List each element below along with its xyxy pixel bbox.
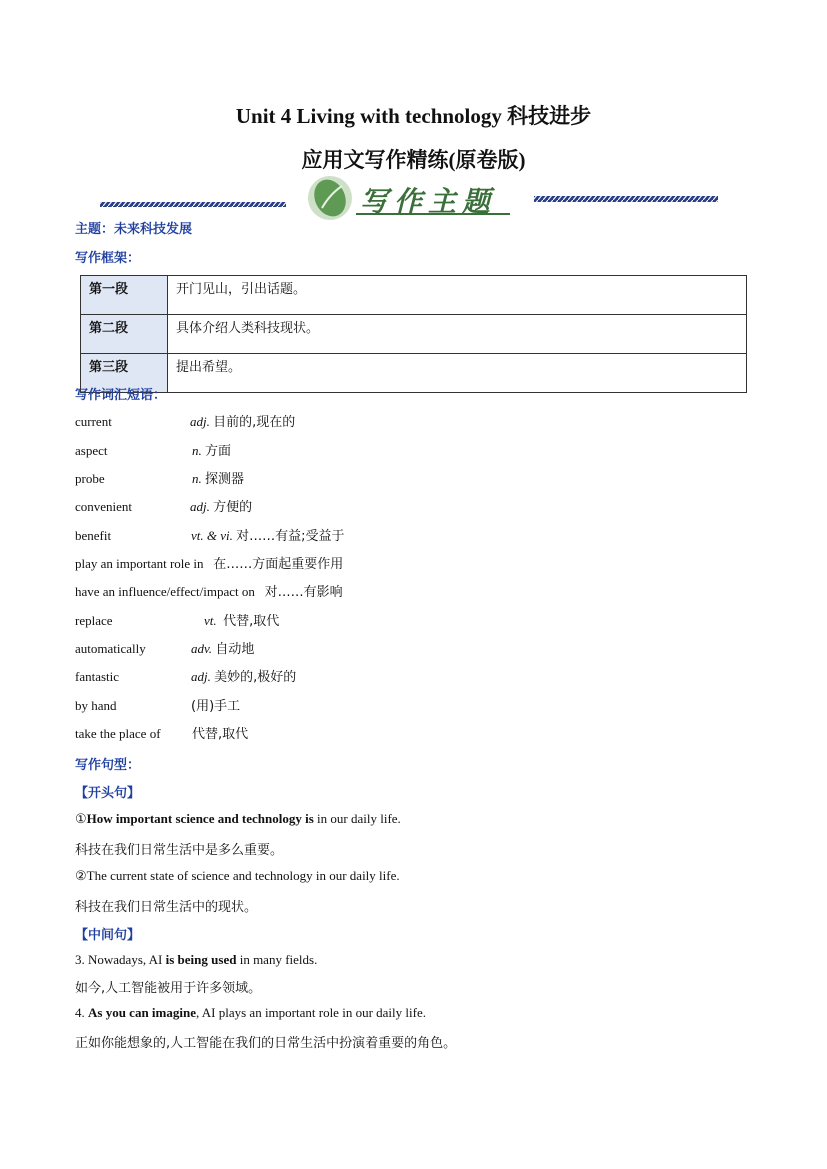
banner-text: 写作主题 (360, 185, 497, 218)
vocab-item: automatically adv. 自动地 (75, 641, 255, 657)
sentence-1: ①How important science and technology is in our daily life. (75, 811, 401, 826)
sentences-heading: 写作句型： (75, 758, 141, 773)
paragraph-label: 第一段 (81, 276, 168, 315)
theme-label: 主题：未来科技发展 (75, 222, 193, 237)
left-divider (100, 202, 286, 207)
vocab-item: benefit vt. & vi. 对……有益;受益于 (75, 528, 345, 544)
sentence-2: ②The current state of science and technology in our daily life. (75, 868, 400, 883)
vocab-item: probe n. 探测器 (75, 471, 245, 487)
vocab-item: replace vt. 代替,取代 (75, 613, 280, 629)
vocab-item: have an influence/effect/impact on 对……有影响 (75, 584, 343, 600)
table-row (81, 276, 747, 315)
vocab-item: take the place of 代替,取代 (75, 726, 249, 742)
sentence-3: 3. Nowadays, AI is being used in many fields. (75, 952, 318, 967)
opening-sentences-label: 【开头句】 (75, 786, 141, 801)
vocab-item: by hand (用)手工 (75, 698, 241, 714)
right-divider (534, 196, 718, 202)
page-subtitle: 应用文写作精练(原卷版) (301, 148, 526, 172)
sentence-4-translation: 正如你能想象的,人工智能在我们的日常生活中扮演着重要的角色。 (75, 1036, 457, 1051)
paragraph-label: 第二段 (81, 315, 168, 354)
vocab-item: current adj. 目前的,现在的 (75, 414, 296, 430)
paragraph-label: 第三段 (81, 354, 168, 393)
vocab-item: convenient adj. 方便的 (75, 499, 253, 515)
writing-theme-banner (98, 170, 720, 224)
vocabulary-heading: 写作词汇短语： (75, 388, 167, 403)
vocab-item: aspect n. 方面 (75, 443, 232, 459)
sentence-4: 4. As you can imagine, AI plays an important role in our daily life. (75, 1005, 426, 1020)
page-title: Unit 4 Living with technology 科技进步 (235, 104, 592, 128)
table-row (81, 354, 747, 393)
vocab-item: fantastic adj. 美妙的,极好的 (75, 669, 297, 685)
sentence-1-translation: 科技在我们日常生活中是多么重要。 (75, 843, 284, 858)
paragraph-content: 提出希望。 (168, 354, 747, 393)
framework-table (80, 275, 747, 393)
middle-sentences-label: 【中间句】 (75, 928, 141, 943)
framework-heading: 写作框架： (75, 251, 141, 266)
paragraph-content: 具体介绍人类科技现状。 (168, 315, 747, 354)
sentence-3-translation: 如今,人工智能被用于许多领域。 (75, 981, 262, 996)
vocab-item: play an important role in 在……方面起重要作用 (75, 556, 344, 572)
sentence-2-translation: 科技在我们日常生活中的现状。 (75, 900, 258, 915)
table-row (81, 315, 747, 354)
leaf-seal-icon (308, 174, 352, 221)
paragraph-content: 开门见山，引出话题。 (168, 276, 747, 315)
